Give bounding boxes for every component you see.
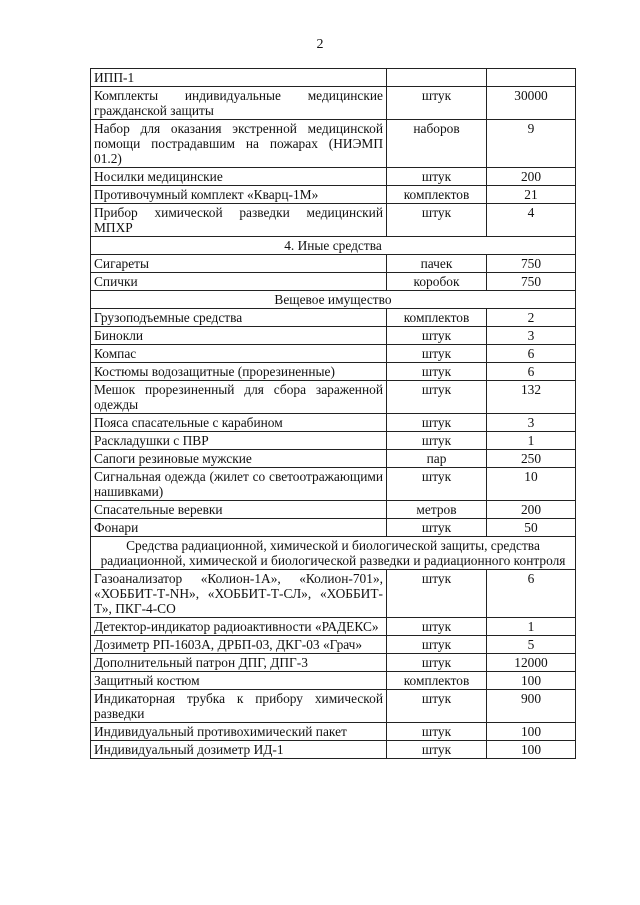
item-quantity: 200 [487,501,576,519]
table-row [91,255,576,273]
item-unit: штук [387,654,487,672]
item-unit: штук [387,618,487,636]
table-row [91,450,576,468]
table-row [91,204,576,237]
item-quantity: 50 [487,519,576,537]
item-quantity: 250 [487,450,576,468]
item-name: Мешок прорезиненный для сбора зараженной одежды [91,381,387,414]
table-row [91,414,576,432]
table-row [91,327,576,345]
item-unit: коробок [387,273,487,291]
section-title: Вещевое имущество [91,291,576,309]
item-name: Раскладушки с ПВР [91,432,387,450]
table-row [91,69,576,87]
item-unit: штук [387,468,487,501]
item-quantity: 12000 [487,654,576,672]
item-name: Дозиметр РП-1603А, ДРБП-03, ДКГ-03 «Грач» [91,636,387,654]
item-quantity: 2 [487,309,576,327]
item-quantity: 750 [487,273,576,291]
item-quantity: 100 [487,741,576,759]
item-name: Дополнительный патрон ДПГ, ДПГ-3 [91,654,387,672]
item-unit: штук [387,204,487,237]
item-name: Фонари [91,519,387,537]
item-name: Индивидуальный противохимический пакет [91,723,387,741]
table-row [91,618,576,636]
item-unit: пачек [387,255,487,273]
section-title: Средства радиационной, химической и биологической защиты, средства радиационной, химической и биологической разведки и радиационного контроля [91,537,576,570]
table-row [91,672,576,690]
table-body [91,69,576,759]
item-unit: штук [387,363,487,381]
item-name: Прибор химической разведки медицинский МПХР [91,204,387,237]
item-quantity: 9 [487,120,576,168]
item-name: Спасательные веревки [91,501,387,519]
item-unit [387,69,487,87]
item-unit: штук [387,345,487,363]
item-name: Противочумный комплект «Кварц-1М» [91,186,387,204]
section-header-row [91,291,576,309]
table-row [91,363,576,381]
table-row [91,654,576,672]
item-unit: штук [387,519,487,537]
item-unit: комплектов [387,186,487,204]
item-unit: метров [387,501,487,519]
item-quantity: 10 [487,468,576,501]
item-name: Сигнальная одежда (жилет со светоотражающими нашивками) [91,468,387,501]
item-quantity [487,69,576,87]
item-name: Газоанализатор «Колион-1А», «Колион-701», «ХОББИТ-Т-NH», «ХОББИТ-Т-СЛ», «ХОББИТ-Т», ПКГ-4-СО [91,570,387,618]
item-unit: штук [387,570,487,618]
table-row [91,432,576,450]
resources-table [90,68,576,759]
page-number: 2 [316,37,324,52]
table-row [91,309,576,327]
item-name: Компас [91,345,387,363]
item-unit: комплектов [387,672,487,690]
item-quantity: 1 [487,618,576,636]
table-row [91,468,576,501]
item-name: Сигареты [91,255,387,273]
item-quantity: 3 [487,414,576,432]
item-quantity: 200 [487,168,576,186]
item-unit: штук [387,741,487,759]
item-name: ИПП-1 [91,69,387,87]
item-name: Защитный костюм [91,672,387,690]
item-name: Бинокли [91,327,387,345]
table-row [91,120,576,168]
item-unit: штук [387,414,487,432]
section-header-row [91,237,576,255]
item-unit: штук [387,168,487,186]
item-quantity: 900 [487,690,576,723]
item-name: Грузоподъемные средства [91,309,387,327]
item-name: Детектор-индикатор радиоактивности «РАДЕКС» [91,618,387,636]
item-quantity: 6 [487,570,576,618]
item-unit: штук [387,87,487,120]
item-name: Комплекты индивидуальные медицинские гражданской защиты [91,87,387,120]
item-quantity: 6 [487,345,576,363]
table-row [91,636,576,654]
table-row [91,186,576,204]
item-quantity: 21 [487,186,576,204]
table-row [91,381,576,414]
item-quantity: 4 [487,204,576,237]
item-name: Носилки медицинские [91,168,387,186]
section-header-row [91,537,576,570]
item-quantity: 750 [487,255,576,273]
item-name: Индивидуальный дозиметр ИД-1 [91,741,387,759]
item-quantity: 3 [487,327,576,345]
item-unit: пар [387,450,487,468]
item-unit: штук [387,690,487,723]
item-unit: штук [387,327,487,345]
item-quantity: 132 [487,381,576,414]
item-quantity: 6 [487,363,576,381]
item-name: Спички [91,273,387,291]
item-quantity: 5 [487,636,576,654]
item-name: Набор для оказания экстренной медицинской помощи пострадавшим на пожарах (НИЭМП 01.2) [91,120,387,168]
item-unit: комплектов [387,309,487,327]
item-name: Индикаторная трубка к прибору химической разведки [91,690,387,723]
table-row [91,690,576,723]
table-row [91,741,576,759]
table-row [91,519,576,537]
section-title: 4. Иные средства [91,237,576,255]
item-unit: штук [387,723,487,741]
item-name: Костюмы водозащитные (прорезиненные) [91,363,387,381]
table-row [91,723,576,741]
table-row [91,570,576,618]
item-name: Сапоги резиновые мужские [91,450,387,468]
table-row [91,501,576,519]
table-row [91,87,576,120]
item-quantity: 100 [487,672,576,690]
table-row [91,168,576,186]
item-unit: штук [387,381,487,414]
item-unit: наборов [387,120,487,168]
item-name: Пояса спасательные с карабином [91,414,387,432]
item-unit: штук [387,432,487,450]
table-row [91,345,576,363]
item-quantity: 30000 [487,87,576,120]
item-quantity: 100 [487,723,576,741]
table-row [91,273,576,291]
item-unit: штук [387,636,487,654]
item-quantity: 1 [487,432,576,450]
